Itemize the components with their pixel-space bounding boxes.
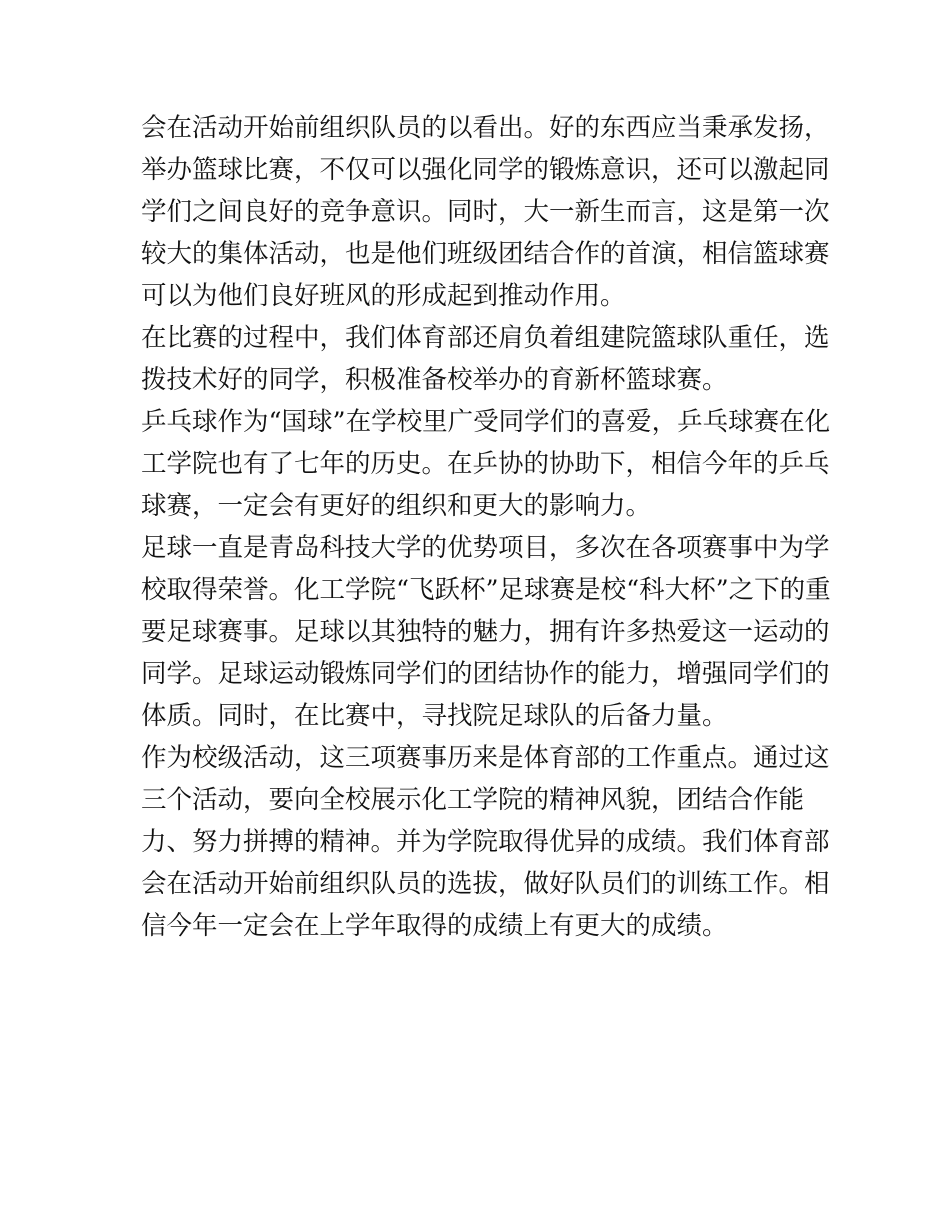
text-line: 要足球赛事。足球以其独特的魅力，拥有许多热爱这一运动的 [141, 617, 830, 647]
text-line: 学们之间良好的竞争意识。同时，大一新生而言，这是第一次 [141, 197, 830, 227]
document-page [141, 107, 831, 947]
text-line: 较大的集体活动，也是他们班级团结合作的首演，相信篮球赛 [141, 239, 830, 269]
text-line: 体质。同时，在比赛中，寻找院足球队的后备力量。 [141, 701, 728, 731]
text-line: 足球一直是青岛科技大学的优势项目，多次在各项赛事中为学 [141, 533, 830, 563]
text-line: 举办篮球比赛，不仅可以强化同学的锻炼意识，还可以激起同 [141, 155, 830, 185]
text-line: 球赛，一定会有更好的组织和更大的影响力。 [141, 491, 652, 521]
text-line: 工学院也有了七年的历史。在乒协的协助下，相信今年的乒乓 [141, 449, 830, 479]
text-line: 三个活动，要向全校展示化工学院的精神风貌，团结合作能 [141, 785, 805, 815]
text-line: 同学。足球运动锻炼同学们的团结协作的能力，增强同学们的 [141, 659, 830, 689]
text-line: 力、努力拼搏的精神。并为学院取得优异的成绩。我们体育部 [141, 827, 830, 857]
text-line: 会在活动开始前组织队员的以看出。好的东西应当秉承发扬， [141, 113, 830, 143]
text-line: 校取得荣誉。化工学院“飞跃杯”足球赛是校“科大杯”之下的重 [141, 575, 831, 605]
text-line: 拨技术好的同学，积极准备校举办的育新杯篮球赛。 [141, 365, 728, 395]
text-line: 可以为他们良好班风的形成起到推动作用。 [141, 281, 626, 311]
text-line: 在比赛的过程中，我们体育部还肩负着组建院篮球队重任，选 [141, 323, 830, 353]
text-line: 作为校级活动，这三项赛事历来是体育部的工作重点。通过这 [141, 743, 830, 773]
text-line: 乒乓球作为“国球”在学校里广受同学们的喜爱，乒乓球赛在化 [141, 407, 831, 437]
text-line: 信今年一定会在上学年取得的成绩上有更大的成绩。 [141, 911, 728, 941]
text-line: 会在活动开始前组织队员的选拔，做好队员们的训练工作。相 [141, 869, 830, 899]
